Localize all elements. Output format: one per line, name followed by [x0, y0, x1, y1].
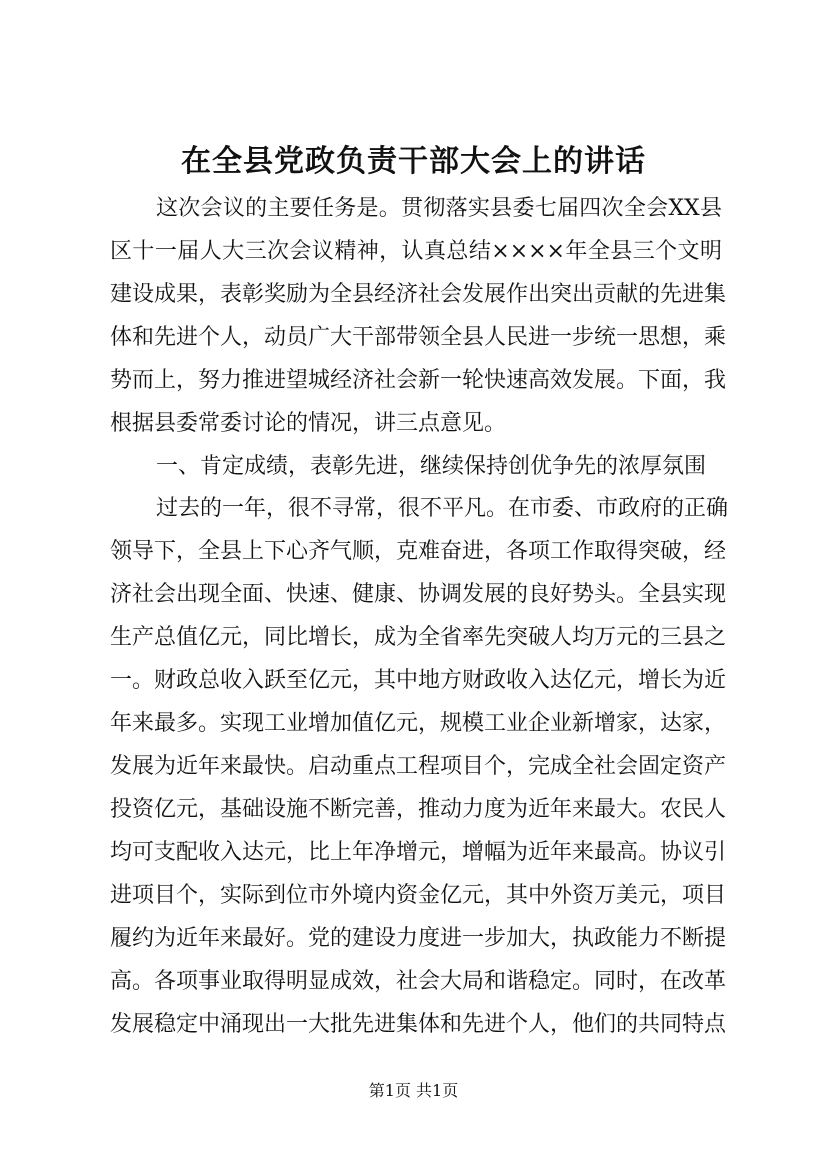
body-line: 履约为近年来最好。党的建设力度进一步加大，执政能力不断提 [110, 926, 727, 951]
body-line: 一。财政总收入跃至亿元，其中地方财政收入达亿元，增长为近 [110, 668, 727, 693]
body-line: 体和先进个人，动员广大干部带领全县人民进一步统一思想，乘 [110, 325, 727, 350]
body-line: 发展稳定中涌现出一大批先进集体和先进个人，他们的共同特点 [110, 1012, 727, 1037]
body-line: 济社会出现全面、快速、健康、协调发展的良好势头。全县实现 [110, 582, 727, 607]
body-line: 生产总值亿元，同比增长，成为全省率先突破人均万元的三县之 [110, 625, 727, 650]
body-line: 建设成果，表彰奖励为全县经济社会发展作出突出贡献的先进集 [110, 282, 727, 307]
body-line: 年来最多。实现工业增加值亿元，规模工业企业新增家，达家， [110, 711, 727, 736]
page-title: 在全县党政负责干部大会上的讲话 [181, 144, 646, 179]
section-heading: 一、肯定成绩，表彰先进，继续保持创优争先的浓厚氛围 [156, 454, 707, 479]
body-line: 进项目个，实际到位市外境内资金亿元，其中外资万美元，项目 [110, 883, 727, 908]
body-line: 过去的一年，很不寻常，很不平凡。在市委、市政府的正确 [156, 496, 729, 521]
body-line: 根据县委常委讨论的情况，讲三点意见。 [110, 411, 507, 436]
body-line: 区十一届人大三次会议精神，认真总结××××年全县三个文明 [110, 239, 722, 264]
body-line: 势而上，努力推进望城经济社会新一轮快速高效发展。下面，我 [110, 368, 727, 393]
body-line: 发展为近年来最快。启动重点工程项目个，完成全社会固定资产 [110, 754, 727, 779]
body-line: 均可支配收入达元，比上年净增元，增幅为近年来最高。协议引 [110, 840, 727, 865]
body-line: 高。各项事业取得明显成效，社会大局和谐稳定。同时，在改革 [110, 969, 727, 994]
body-line: 这次会议的主要任务是。贯彻落实县委七届四次全会XX县 [156, 196, 722, 221]
body-line: 领导下，全县上下心齐气顺，克难奋进，各项工作取得突破，经 [110, 539, 727, 564]
body-line: 投资亿元，基础设施不断完善，推动力度为近年来最大。农民人 [110, 797, 727, 822]
page-number-footer: 第1页 共1页 [368, 1081, 459, 1100]
